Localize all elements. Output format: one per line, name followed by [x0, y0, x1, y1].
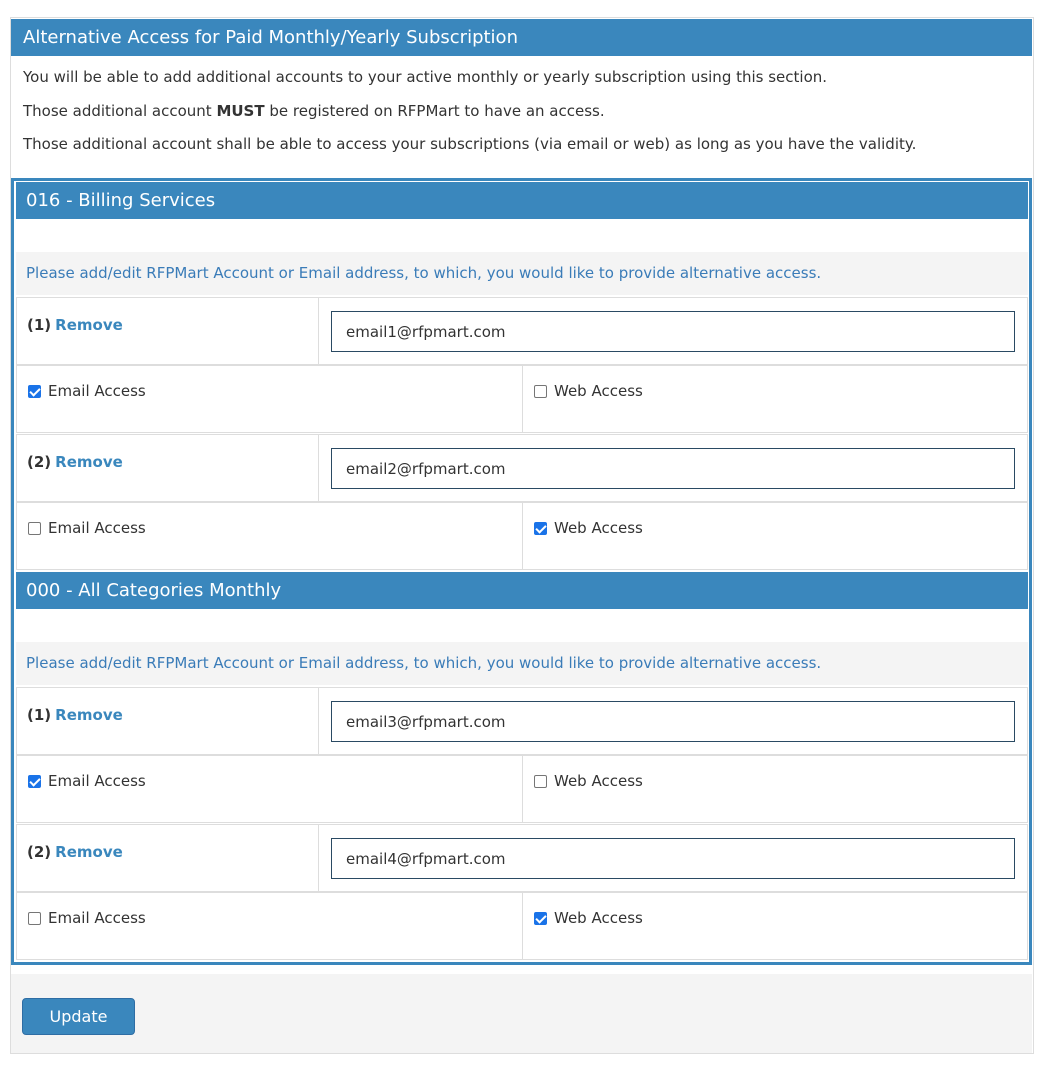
- entry-email-row: [16, 824, 1028, 892]
- email-access-checkbox[interactable]: Email Access: [28, 519, 146, 537]
- checkbox-unchecked-icon[interactable]: [534, 775, 547, 788]
- intro-text-3: Those additional account shall be able to access your subscriptions (via email or web) as long as you have the validity.: [23, 135, 917, 153]
- entry-email-row: [16, 297, 1028, 365]
- entry-label: (1) Remove: [27, 706, 123, 724]
- entry-access-row: [16, 502, 1028, 570]
- email-input[interactable]: [331, 701, 1015, 742]
- email-input[interactable]: [331, 838, 1015, 879]
- email-input[interactable]: [331, 311, 1015, 352]
- web-access-checkbox[interactable]: Web Access: [534, 382, 643, 400]
- section-instruction: Please add/edit RFPMart Account or Email address, to which, you would like to provide alternative access.: [16, 252, 1028, 295]
- checkbox-unchecked-icon[interactable]: [534, 385, 547, 398]
- checkbox-unchecked-icon[interactable]: [28, 522, 41, 535]
- remove-link[interactable]: Remove: [55, 706, 123, 724]
- section-title: 000 - All Categories Monthly: [16, 572, 1028, 609]
- remove-link[interactable]: Remove: [55, 316, 123, 334]
- remove-link[interactable]: Remove: [55, 843, 123, 861]
- email-input[interactable]: [331, 448, 1015, 489]
- web-access-checkbox[interactable]: Web Access: [534, 772, 643, 790]
- intro-text-2: Those additional account MUST be registered on RFPMart to have an access.: [23, 102, 605, 120]
- remove-link[interactable]: Remove: [55, 453, 123, 471]
- checkbox-checked-icon[interactable]: [534, 912, 547, 925]
- checkbox-checked-icon[interactable]: [28, 385, 41, 398]
- checkbox-checked-icon[interactable]: [534, 522, 547, 535]
- checkbox-unchecked-icon[interactable]: [28, 912, 41, 925]
- intro-text-1: You will be able to add additional accounts to your active monthly or yearly subscription using this section.: [23, 68, 828, 86]
- entry-access-row: [16, 365, 1028, 433]
- email-access-checkbox[interactable]: Email Access: [28, 909, 146, 927]
- entry-label: (1) Remove: [27, 316, 123, 334]
- web-access-checkbox[interactable]: Web Access: [534, 909, 643, 927]
- entry-label: (2) Remove: [27, 843, 123, 861]
- email-access-checkbox[interactable]: Email Access: [28, 772, 146, 790]
- entry-label: (2) Remove: [27, 453, 123, 471]
- panel-title: Alternative Access for Paid Monthly/Yearly Subscription: [11, 19, 1032, 56]
- entry-email-row: [16, 434, 1028, 502]
- must-emphasis: MUST: [216, 102, 265, 120]
- entry-email-row: [16, 687, 1028, 755]
- section-instruction: Please add/edit RFPMart Account or Email address, to which, you would like to provide alternative access.: [16, 642, 1028, 685]
- entry-access-row: [16, 892, 1028, 960]
- checkbox-checked-icon[interactable]: [28, 775, 41, 788]
- web-access-checkbox[interactable]: Web Access: [534, 519, 643, 537]
- entry-access-row: [16, 755, 1028, 823]
- section-title: 016 - Billing Services: [16, 182, 1028, 219]
- email-access-checkbox[interactable]: Email Access: [28, 382, 146, 400]
- update-button[interactable]: Update: [22, 998, 135, 1035]
- form-footer: [11, 974, 1032, 1053]
